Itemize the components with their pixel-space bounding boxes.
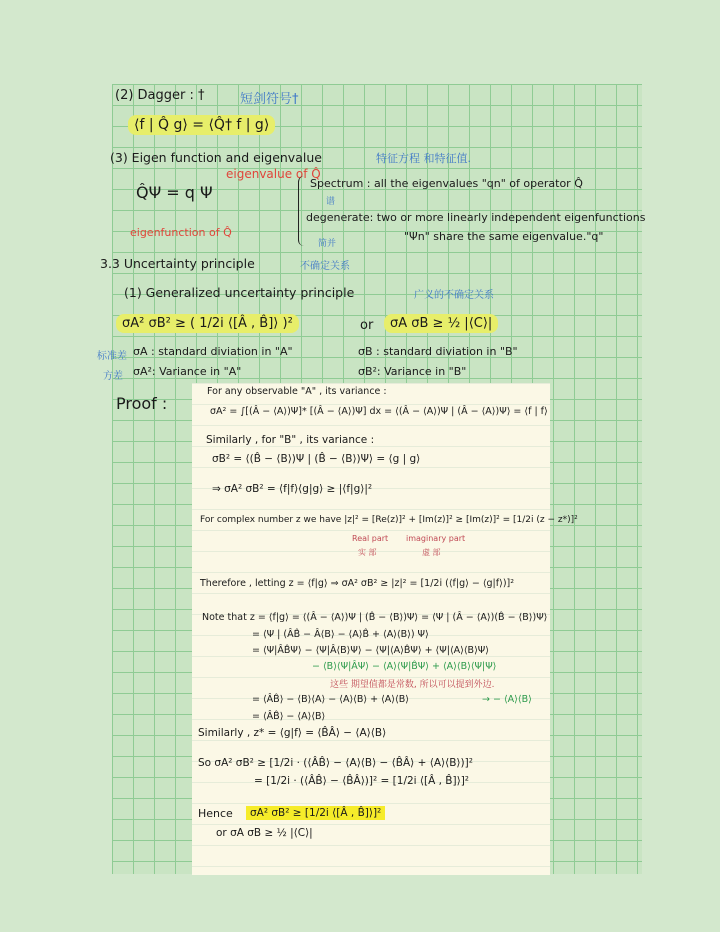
- proof-line: For any observable "A" , its variance :: [207, 386, 387, 397]
- proof-line: Note that z = ⟨f|g⟩ = ⟨(Â − ⟨A⟩)Ψ | (B̂ − ⟨B⟩)Ψ⟩ = ⟨Ψ | (Â − ⟨A⟩)(B̂ − ⟨B⟩)Ψ⟩: [202, 612, 548, 623]
- sd-a: σA : standard diviation in "A": [133, 345, 293, 358]
- final-result: σA² σB² ≥ [1/2i ⟨[Â , B̂]⟩]²: [246, 806, 385, 820]
- eigen-note: 特征方程 和特征值.: [376, 152, 471, 165]
- green-expansion: − ⟨B⟩⟨Ψ|ÂΨ⟩ − ⟨A⟩⟨Ψ|B̂Ψ⟩ + ⟨A⟩⟨B⟩⟨Ψ|Ψ⟩: [312, 661, 497, 672]
- spectrum-note: 谱: [326, 197, 336, 207]
- dagger-note: 短剑符号†: [240, 92, 299, 107]
- proof-line: σB² = ⟨(B̂ − ⟨B⟩)Ψ | (B̂ − ⟨B⟩)Ψ⟩ = ⟨g | g⟩: [212, 453, 421, 465]
- proof-line: For complex number z we have |z|² = [Re(z)]² + [Im(z)]² ≥ [Im(z)]² = [1/2i (z − z*)]²: [200, 515, 578, 525]
- degenerate-note: 简并: [318, 239, 337, 249]
- proof-line: = ⟨Ψ|ÂB̂Ψ⟩ − ⟨Ψ|Â⟨B⟩Ψ⟩ − ⟨Ψ|⟨A⟩B̂Ψ⟩ + ⟨Ψ|⟨A⟩⟨B⟩Ψ⟩: [252, 645, 489, 656]
- proof-line: = ⟨ÂB̂⟩ − ⟨B⟩⟨A⟩ − ⟨A⟩⟨B⟩ + ⟨A⟩⟨B⟩: [252, 694, 409, 705]
- proof-line: ⇒ σA² σB² = ⟨f|f⟩⟨g|g⟩ ≥ |⟨f|g⟩|²: [212, 483, 373, 495]
- uncertainty-heading: 3.3 Uncertainty principle: [100, 256, 255, 271]
- degenerate-def-2: "Ψn" share the same eigenvalue."q": [404, 230, 604, 243]
- eigen-heading: (3) Eigen function and eigenvalue: [110, 150, 322, 165]
- proof-line: Hence: [198, 807, 233, 820]
- sd-b: σB : standard diviation in "B": [358, 345, 518, 358]
- real-part-note: 实 部: [358, 548, 377, 557]
- uncertainty-formula-2: σA σB ≥ ½ |⟨C⟩|: [384, 314, 498, 333]
- var-a: σA²: Variance in "A": [133, 365, 242, 378]
- dagger-formula: ⟨f | Q̂ g⟩ = ⟨Q̂† f | g⟩: [128, 115, 275, 135]
- uncertainty-formula-1: σA² σB² ≥ ( 1/2i ⟨[Â , B̂]⟩ )²: [116, 314, 299, 333]
- var-b: σB²: Variance in "B": [358, 365, 467, 378]
- sd-note: 标准差: [97, 351, 127, 362]
- dagger-heading: (2) Dagger : †: [115, 88, 205, 103]
- proof-line: Similarly , z* = ⟨g|f⟩ = ⟨B̂Â⟩ − ⟨A⟩⟨B⟩: [198, 727, 387, 739]
- imag-part-label: imaginary part: [406, 534, 466, 543]
- imag-part-note: 虚 部: [422, 548, 441, 557]
- degenerate-def: degenerate: two or more linearly independent eigenfunctions: [306, 211, 646, 224]
- brace: [298, 176, 305, 246]
- generalized-note: 广义的不确定关系: [414, 290, 494, 301]
- proof-line: = ⟨Ψ | (ÂB̂ − Â⟨B⟩ − ⟨A⟩B̂ + ⟨A⟩⟨B⟩) Ψ⟩: [252, 629, 429, 640]
- proof-line: = [1/2i · (⟨ÂB̂⟩ − ⟨B̂Â⟩)]² = [1/2i ⟨[Â , B̂]⟩]²: [254, 775, 470, 787]
- proof-line: Therefore , letting z = ⟨f|g⟩ ⇒ σA² σB² ≥ |z|² = [1/2i (⟨f|g⟩ − ⟨g|f⟩)]²: [200, 578, 515, 589]
- proof-line: σA² = ∫[(Â − ⟨A⟩)Ψ]* [(Â − ⟨A⟩)Ψ] dx = ⟨(Â − ⟨A⟩)Ψ | (Â − ⟨A⟩)Ψ⟩ = ⟨f | f⟩: [210, 406, 548, 417]
- proof-line: Similarly , for "B" , its variance :: [206, 434, 375, 446]
- spectrum-def: Spectrum : all the eigenvalues "qn" of operator Q̂: [310, 177, 583, 190]
- proof-line: or σA σB ≥ ½ |⟨C⟩|: [216, 827, 313, 839]
- eigenvalue-label: eigenvalue of Q̂: [226, 167, 321, 181]
- proof-line: So σA² σB² ≥ [1/2i · (⟨ÂB̂⟩ − ⟨A⟩⟨B⟩ − ⟨B̂Â⟩ + ⟨A⟩⟨B⟩)]²: [198, 757, 473, 769]
- real-part-label: Real part: [352, 534, 389, 543]
- generalized-heading: (1) Generalized uncertainty principle: [124, 285, 355, 300]
- eigenfunction-label: eigenfunction of Q̂: [130, 226, 232, 239]
- proof-label: Proof :: [116, 394, 168, 413]
- proof-line: = ⟨ÂB̂⟩ − ⟨A⟩⟨B⟩: [252, 711, 326, 722]
- or-text: or: [360, 318, 374, 333]
- eigen-formula: Q̂Ψ = q Ψ: [136, 183, 213, 202]
- constant-note: 这些 期望值都是常数, 所以可以提到外边.: [330, 680, 495, 690]
- uncertainty-note: 不确定关系: [300, 261, 350, 272]
- proof-card: [192, 383, 578, 875]
- var-note: 方差: [103, 371, 123, 382]
- green-arrow: → − ⟨A⟩⟨B⟩: [482, 694, 532, 705]
